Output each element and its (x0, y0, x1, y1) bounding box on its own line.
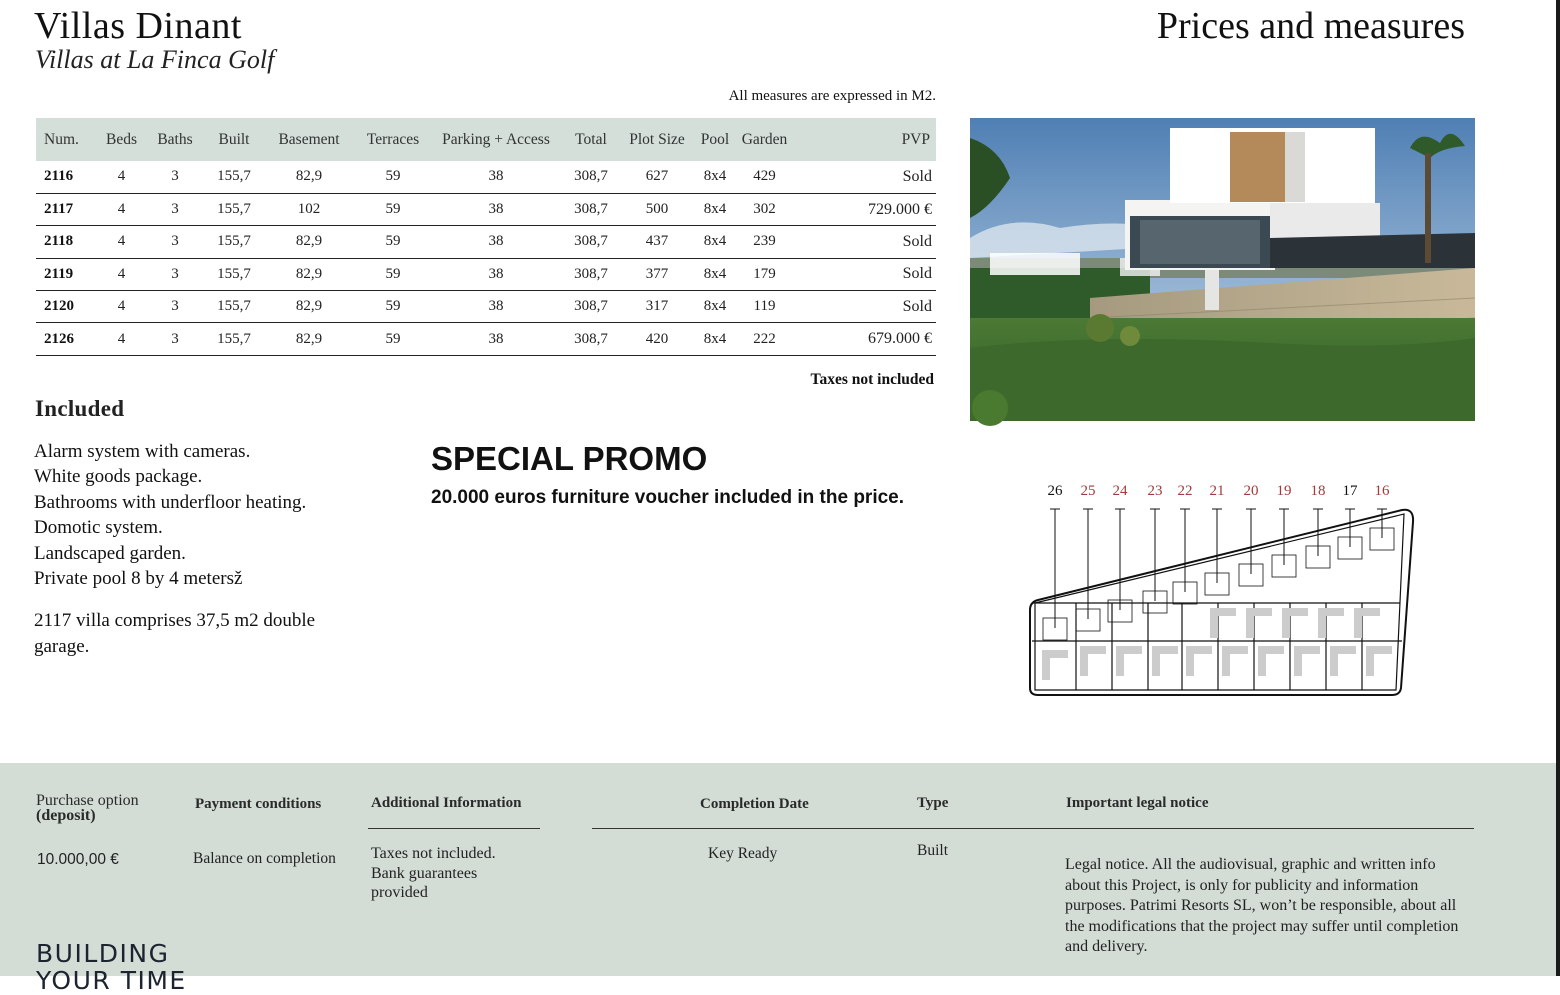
table-cell: 119 (753, 298, 776, 315)
table-cell: 222 (753, 330, 776, 347)
garage-block (1294, 646, 1320, 676)
garage-block (1354, 608, 1380, 638)
table-row (36, 291, 936, 323)
garage-block (1186, 646, 1212, 676)
site-plan (1020, 478, 1420, 703)
included-item: White goods package. (34, 466, 203, 488)
table-cell: 3 (171, 265, 179, 282)
unit-number-label: 25 (1080, 483, 1096, 499)
unit-number-label: 20 (1243, 483, 1259, 499)
garage-block (1258, 646, 1284, 676)
table-cell: 437 (645, 233, 669, 250)
unit-number-label: 22 (1177, 483, 1193, 499)
column-header: Beds (106, 130, 137, 148)
table-cell: 308,7 (574, 168, 608, 185)
table-cell: 2116 (44, 168, 74, 185)
column-header: Parking + Access (442, 130, 550, 148)
table-cell: 82,9 (295, 298, 323, 315)
section-title: Prices and measures (1156, 5, 1465, 47)
included-list (34, 439, 306, 591)
table-cell: 500 (645, 201, 669, 218)
included-item: Landscaped garden. (34, 542, 186, 564)
table-cell: 38 (488, 298, 504, 315)
table-cell: 3 (171, 330, 179, 347)
completion-date-label: Completion Date (700, 796, 809, 812)
table-cell: 155,7 (217, 265, 251, 282)
brand-logo (36, 940, 187, 994)
table-cell: 155,7 (217, 298, 251, 315)
garage-block (1318, 608, 1344, 638)
table-cell: 8x4 (703, 233, 727, 250)
table-cell: 155,7 (217, 233, 251, 250)
payment-conditions-value: Balance on completion (193, 850, 336, 867)
included-item: Alarm system with cameras. (34, 441, 251, 462)
table-cell: 59 (385, 233, 401, 250)
villa-render-image (970, 118, 1475, 421)
unit-number-label: 26 (1047, 483, 1063, 499)
legal-notice-label: Important legal notice (1066, 795, 1209, 811)
table-cell: 377 (645, 265, 669, 282)
table-cell: 3 (171, 298, 179, 315)
table-cell: 8x4 (703, 201, 727, 218)
project-title: Villas Dinant (34, 5, 242, 47)
table-cell: 59 (385, 168, 401, 185)
table-cell: 308,7 (574, 298, 608, 315)
column-header: Built (218, 130, 250, 148)
table-cell: 2120 (44, 298, 74, 315)
column-header: Num. (44, 130, 79, 148)
completion-date-value: Key Ready (708, 845, 778, 862)
deposit-label: (deposit) (36, 807, 96, 824)
garage-block (1246, 608, 1272, 638)
taxes-note: Taxes not included (810, 371, 934, 388)
table-cell: 38 (488, 201, 504, 218)
unit-number-label: 18 (1310, 483, 1326, 499)
garage-block (1080, 646, 1106, 676)
table-cell: 38 (488, 330, 504, 347)
garage-note: 2117 villa comprises 37,5 m2 double garage. (34, 610, 316, 657)
table-cell: 82,9 (295, 330, 323, 347)
table-cell: 429 (753, 168, 776, 185)
purchase-option-value: 10.000,00 € (37, 851, 119, 868)
garage-block (1042, 650, 1068, 680)
included-item: Domotic system. (34, 517, 163, 539)
table-cell: 2118 (44, 233, 74, 250)
project-subtitle: Villas at La Finca Golf (35, 45, 275, 74)
unit-number-label: 23 (1147, 483, 1163, 499)
table-cell: 38 (488, 233, 504, 250)
table-cell: 308,7 (574, 330, 608, 347)
prices-table (36, 118, 936, 356)
table-cell: 302 (753, 201, 776, 218)
table-cell: 4 (117, 201, 126, 218)
table-row (36, 193, 936, 225)
table-cell: 420 (645, 330, 669, 347)
table-cell: 2117 (44, 201, 74, 218)
brand-line: BUILDING (36, 939, 170, 968)
table-cell: 627 (645, 168, 669, 185)
table-cell: 82,9 (295, 168, 323, 185)
column-header: Basement (278, 130, 340, 148)
table-header-row (36, 118, 936, 161)
type-value: Built (917, 842, 949, 859)
type-label: Type (917, 795, 949, 811)
unit-number-label: 21 (1209, 483, 1225, 499)
garage-block (1152, 646, 1178, 676)
page-edge (1556, 0, 1560, 976)
table-cell: 155,7 (217, 168, 251, 185)
column-header: Pool (700, 130, 730, 148)
table-cell: 308,7 (574, 265, 608, 282)
table-cell: 4 (117, 265, 126, 282)
legal-notice-text: Legal notice. All the audiovisual, graphic and written info about this Project, is only for publicity and information purposes. Patrimi Resorts SL, won’t be responsible, about all the modifications that the project may suffer until completion and delivery. (1065, 856, 1459, 955)
garage-block (1282, 608, 1308, 638)
additional-info-value: Taxes not included. Bank guarantees provided (371, 845, 496, 901)
table-cell: 59 (385, 330, 401, 347)
included-item: Private pool 8 by 4 metersž (34, 568, 243, 590)
table-cell: 3 (171, 168, 179, 185)
table-cell: 4 (117, 330, 126, 347)
table-cell: 155,7 (217, 201, 251, 218)
table-cell: 8x4 (703, 265, 727, 282)
table-cell: 4 (117, 168, 126, 185)
table-cell: 2119 (44, 265, 74, 282)
table-cell: 59 (385, 201, 401, 218)
table-cell: 317 (645, 298, 669, 315)
column-header: PVP (901, 130, 930, 148)
table-cell: 8x4 (703, 298, 727, 315)
table-cell: 8x4 (703, 168, 727, 185)
table-cell: 82,9 (295, 265, 323, 282)
table-cell: 3 (171, 233, 179, 250)
brand-line: YOUR TIME (36, 966, 187, 995)
table-cell: 59 (385, 265, 401, 282)
table-cell: 102 (297, 201, 321, 218)
table-cell: 3 (171, 201, 179, 218)
table-cell: 38 (488, 168, 504, 185)
garage-block (1116, 646, 1142, 676)
table-cell: 59 (385, 298, 401, 315)
table-row (36, 226, 936, 258)
table-cell: 4 (117, 298, 126, 315)
table-row (36, 258, 936, 290)
table-cell: 82,9 (295, 233, 323, 250)
garage-block (1366, 646, 1392, 676)
purchase-info-panel (0, 763, 1556, 976)
table-cell: 308,7 (574, 233, 608, 250)
garage-block (1330, 646, 1356, 676)
price-cell: Sold (902, 232, 932, 250)
unit-number-label: 24 (1112, 483, 1128, 499)
promo-title: SPECIAL PROMO (431, 440, 708, 477)
included-item: Bathrooms with underfloor heating. (34, 491, 307, 513)
additional-info-label: Additional Information (371, 795, 522, 811)
measures-note: All measures are expressed in M2. (728, 88, 936, 104)
garage-block (1222, 646, 1248, 676)
unit-number-label: 16 (1374, 483, 1390, 499)
payment-conditions-label: Payment conditions (195, 796, 322, 812)
price-cell: 679.000 € (868, 330, 932, 348)
column-header: Plot Size (629, 130, 685, 148)
additional-info-rule (368, 828, 540, 829)
column-header: Total (575, 130, 607, 148)
column-header: Terraces (366, 130, 420, 148)
column-header: Garden (741, 130, 788, 148)
purchase-option-label: Purchase option (36, 792, 139, 809)
unit-number-label: 19 (1276, 483, 1292, 499)
table-row (36, 323, 936, 355)
column-header: Baths (157, 130, 193, 148)
table-cell: 155,7 (217, 330, 251, 347)
table-cell: 2126 (44, 330, 74, 347)
price-cell: Sold (902, 265, 932, 283)
included-title: Included (35, 396, 125, 421)
table-cell: 308,7 (574, 201, 608, 218)
price-cell: 729.000 € (868, 200, 932, 218)
garage-block (1210, 608, 1236, 638)
price-cell: Sold (902, 167, 932, 185)
promo-text: 20.000 euros furniture voucher included in the price. (431, 487, 905, 508)
details-rule (592, 828, 1474, 829)
unit-number-label: 17 (1342, 483, 1358, 499)
table-cell: 8x4 (703, 330, 727, 347)
table-row (36, 161, 936, 193)
table-cell: 4 (117, 233, 126, 250)
price-cell: Sold (902, 297, 932, 315)
table-cell: 38 (488, 265, 504, 282)
table-cell: 179 (753, 265, 776, 282)
table-cell: 239 (753, 233, 776, 250)
